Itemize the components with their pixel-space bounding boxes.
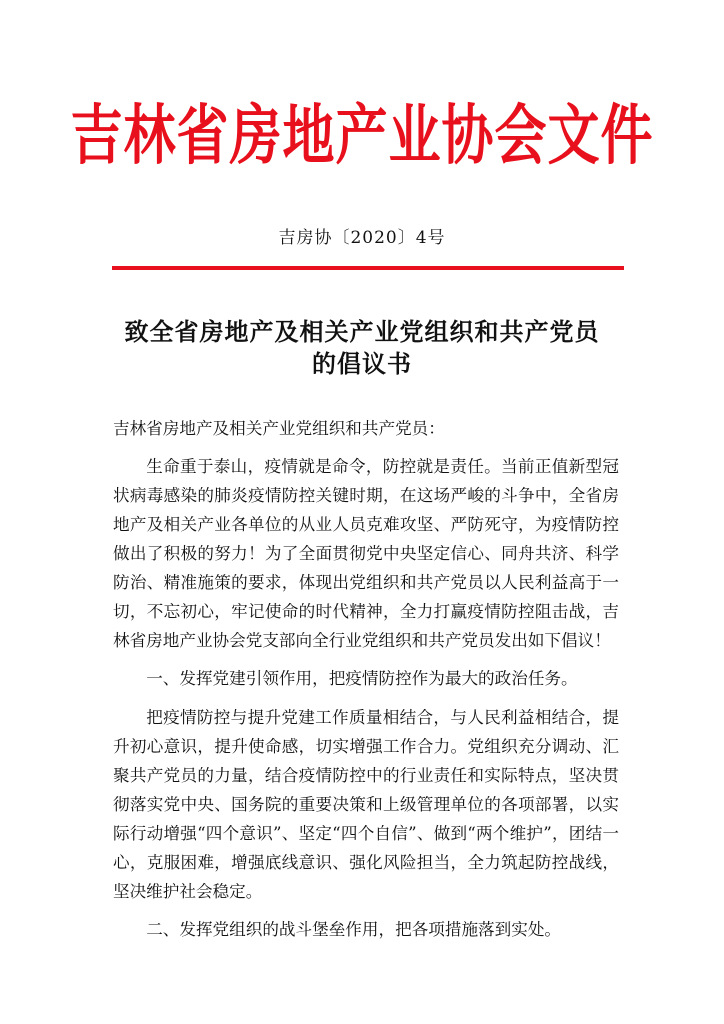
masthead-title: 吉林省房地产业协会文件 <box>70 97 654 174</box>
paragraph-section-1: 把疫情防控与提升党建工作质量相结合，与人民利益相结合，提升初心意识，提升使命感，切实增强工作合力。党组织充分调动、汇聚共产党员的力量，结合疫情防控中的行业责任和实际特点，坚决贯彻落实党中央、国务院的重要决策和上级管理单位的各项部署，以实际行动增强“四个意识”、坚定“四个自信”、做到“两个维护”，团结一心，克服困难，增强底线意识、强化风险担当，全力筑起防控战线，坚决维护社会稳定。 <box>113 708 619 901</box>
red-divider-line <box>112 266 624 270</box>
paragraph-intro: 生命重于泰山，疫情就是命令，防控就是责任。当前正值新型冠状病毒感染的肺炎疫情防控关键时期，在这场严峻的斗争中，全省房地产及相关产业各单位的从业人员克难攻坚、严防死守，为疫情防控做出了积极的努力！为了全面贯彻党中央坚定信心、同舟共济、科学防治、精准施策的要求，体现出党组织和共产党员以人民利益高于一切，不忘初心，牢记使命的时代精神，全力打赢疫情防控阻击战，吉林省房地产业协会党支部向全行业党组织和共产党员发出如下倡议！ <box>113 457 619 650</box>
salutation: 吉林省房地产及相关产业党组织和共产党员： <box>113 419 445 438</box>
title-line-2: 的倡议书 <box>312 349 412 378</box>
document-title <box>90 316 634 380</box>
section-heading-1: 一、发挥党建引领作用，把疫情防控作为最大的政治任务。 <box>146 669 578 688</box>
document-number: 吉房协〔2020〕4号 <box>278 228 446 248</box>
title-line-1: 致全省房地产及相关产业党组织和共产党员 <box>124 317 600 346</box>
document-body <box>113 414 619 954</box>
section-heading-2: 二、发挥党组织的战斗堡垒作用，把各项措施落到实处。 <box>146 920 562 939</box>
